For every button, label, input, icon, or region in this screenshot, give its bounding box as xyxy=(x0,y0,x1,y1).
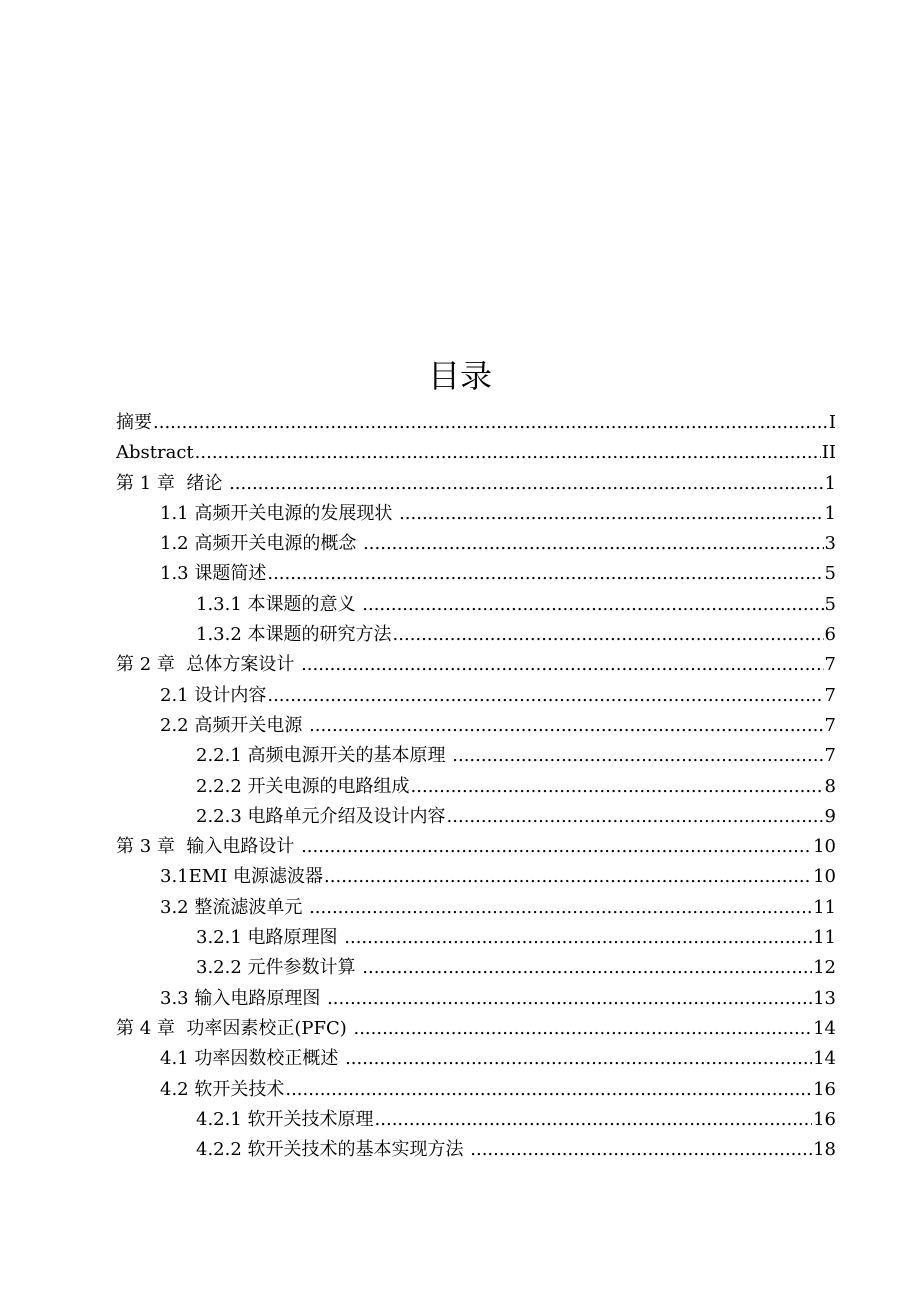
toc-entry-label: 2.2.3 电路单元介绍及设计内容 xyxy=(196,805,446,827)
toc-dot-leader xyxy=(309,711,823,741)
toc-entry-page-number: 8 xyxy=(824,775,836,797)
toc-entry-page-number: 11 xyxy=(813,927,836,949)
toc-dot-leader xyxy=(153,408,828,438)
toc-entry[interactable] xyxy=(116,802,836,832)
toc-entry-label: 第 4 章 功率因素校正(PFC) xyxy=(116,1017,353,1039)
toc-dot-leader xyxy=(324,862,812,892)
toc-entry[interactable] xyxy=(116,953,836,983)
toc-entry-page-number: 6 xyxy=(824,624,836,646)
toc-entry-page-number: 13 xyxy=(813,987,836,1009)
toc-entry-label: 3.2.2 元件参数计算 xyxy=(196,957,362,979)
toc-entry-label: 4.2.1 软开关技术原理 xyxy=(196,1108,374,1130)
toc-entry[interactable] xyxy=(116,1014,836,1044)
toc-entry-label: 1.2 高频开关电源的概念 xyxy=(160,533,363,555)
toc-entry-label: 1.1 高频开关电源的发展现状 xyxy=(160,502,399,524)
toc-entry[interactable] xyxy=(116,1075,836,1105)
toc-entry-page-number: 1 xyxy=(824,502,836,524)
toc-entry-page-number: I xyxy=(828,412,836,433)
toc-entry-page-number: 10 xyxy=(813,836,836,858)
toc-entry-page-number: 9 xyxy=(824,805,836,827)
toc-entry[interactable] xyxy=(116,408,836,438)
toc-entry[interactable] xyxy=(116,650,836,680)
toc-entry[interactable] xyxy=(116,499,836,529)
toc-entry-page-number: 14 xyxy=(813,1048,836,1070)
toc-dot-leader xyxy=(267,559,823,589)
toc-entry[interactable] xyxy=(116,893,836,923)
toc-entry-page-number: 16 xyxy=(813,1108,836,1130)
toc-entry-label: 1.3.2 本课题的研究方法 xyxy=(196,624,392,646)
toc-entry[interactable] xyxy=(116,1135,836,1165)
toc-dot-leader xyxy=(301,832,812,862)
toc-dot-leader xyxy=(195,438,821,468)
toc-dot-leader xyxy=(229,469,823,499)
toc-entry[interactable] xyxy=(116,1105,836,1135)
toc-dot-leader xyxy=(353,1014,812,1044)
toc-dot-leader xyxy=(399,499,823,529)
toc-dot-leader xyxy=(452,741,823,771)
toc-entry-page-number: 3 xyxy=(824,533,836,555)
toc-dot-leader xyxy=(362,953,812,983)
toc-entry-label: 第 3 章 输入电路设计 xyxy=(116,836,301,858)
toc-entry-label: 2.2.2 开关电源的电路组成 xyxy=(196,775,410,797)
toc-entry[interactable] xyxy=(116,559,836,589)
toc-dot-leader xyxy=(393,620,824,650)
toc-entry-label: 4.1 功率因数校正概述 xyxy=(160,1048,345,1070)
toc-entry[interactable] xyxy=(116,923,836,953)
toc-entry-page-number: 7 xyxy=(824,745,836,767)
toc-entry-page-number: 11 xyxy=(813,896,836,918)
toc-entry-label: 1.3 课题简述 xyxy=(160,563,267,585)
toc-entry[interactable] xyxy=(116,741,836,771)
toc-entry-label: 2.1 设计内容 xyxy=(160,684,267,706)
toc-entry[interactable] xyxy=(116,772,836,802)
toc-entry-label: Abstract xyxy=(116,442,194,464)
toc-dot-leader xyxy=(375,1105,813,1135)
toc-entry[interactable] xyxy=(116,469,836,499)
toc-entry-label: 3.2 整流滤波单元 xyxy=(160,896,309,918)
toc-entry[interactable] xyxy=(116,529,836,559)
toc-entry-label: 1.3.1 本课题的意义 xyxy=(196,593,362,615)
toc-entry-page-number: 14 xyxy=(813,1017,836,1039)
toc-dot-leader xyxy=(411,772,824,802)
toc-dot-leader xyxy=(363,529,823,559)
toc-entry-label: 4.2.2 软开关技术的基本实现方法 xyxy=(196,1139,470,1161)
toc-dot-leader xyxy=(285,1075,812,1105)
toc-entry-page-number: 7 xyxy=(824,654,836,676)
toc-entry-label: 摘要 xyxy=(116,412,152,433)
toc-entry-label: 4.2 软开关技术 xyxy=(160,1078,285,1100)
toc-entry[interactable] xyxy=(116,862,836,892)
toc-entry-page-number: 5 xyxy=(824,563,836,585)
toc-title: 目录 xyxy=(427,357,492,395)
toc-entry-label: 3.1EMI 电源滤波器 xyxy=(160,866,324,888)
toc-dot-leader xyxy=(301,650,823,680)
toc-dot-leader xyxy=(345,1044,812,1074)
toc-dot-leader xyxy=(344,923,812,953)
toc-dot-leader xyxy=(309,893,812,923)
toc-entry-label: 第 1 章 绪论 xyxy=(116,472,229,494)
toc-entry-page-number: 7 xyxy=(824,684,836,706)
toc-entry[interactable] xyxy=(116,1044,836,1074)
toc-entry-label: 第 2 章 总体方案设计 xyxy=(116,654,301,676)
toc-entry[interactable] xyxy=(116,438,836,468)
toc-entry-label: 2.2 高频开关电源 xyxy=(160,714,309,736)
toc-entry-page-number: 1 xyxy=(824,472,836,494)
toc-entry-label: 3.3 输入电路原理图 xyxy=(160,987,327,1009)
toc-dot-leader xyxy=(267,681,823,711)
toc-list xyxy=(116,408,836,1165)
toc-entry-page-number: 5 xyxy=(824,593,836,615)
toc-entry[interactable] xyxy=(116,711,836,741)
toc-entry-page-number: 7 xyxy=(824,714,836,736)
toc-entry-page-number: 10 xyxy=(813,866,836,888)
toc-entry-page-number: 18 xyxy=(813,1139,836,1161)
toc-dot-leader xyxy=(327,984,812,1014)
toc-dot-leader xyxy=(447,802,824,832)
toc-dot-leader xyxy=(470,1135,812,1165)
toc-entry-page-number: 16 xyxy=(813,1078,836,1100)
toc-entry[interactable] xyxy=(116,590,836,620)
toc-entry[interactable] xyxy=(116,620,836,650)
toc-entry[interactable] xyxy=(116,984,836,1014)
toc-entry[interactable] xyxy=(116,681,836,711)
toc-entry-label: 2.2.1 高频电源开关的基本原理 xyxy=(196,745,452,767)
toc-entry-page-number: II xyxy=(821,442,836,464)
toc-entry-label: 3.2.1 电路原理图 xyxy=(196,927,344,949)
toc-entry-page-number: 12 xyxy=(813,957,836,979)
toc-entry[interactable] xyxy=(116,832,836,862)
toc-dot-leader xyxy=(362,590,823,620)
